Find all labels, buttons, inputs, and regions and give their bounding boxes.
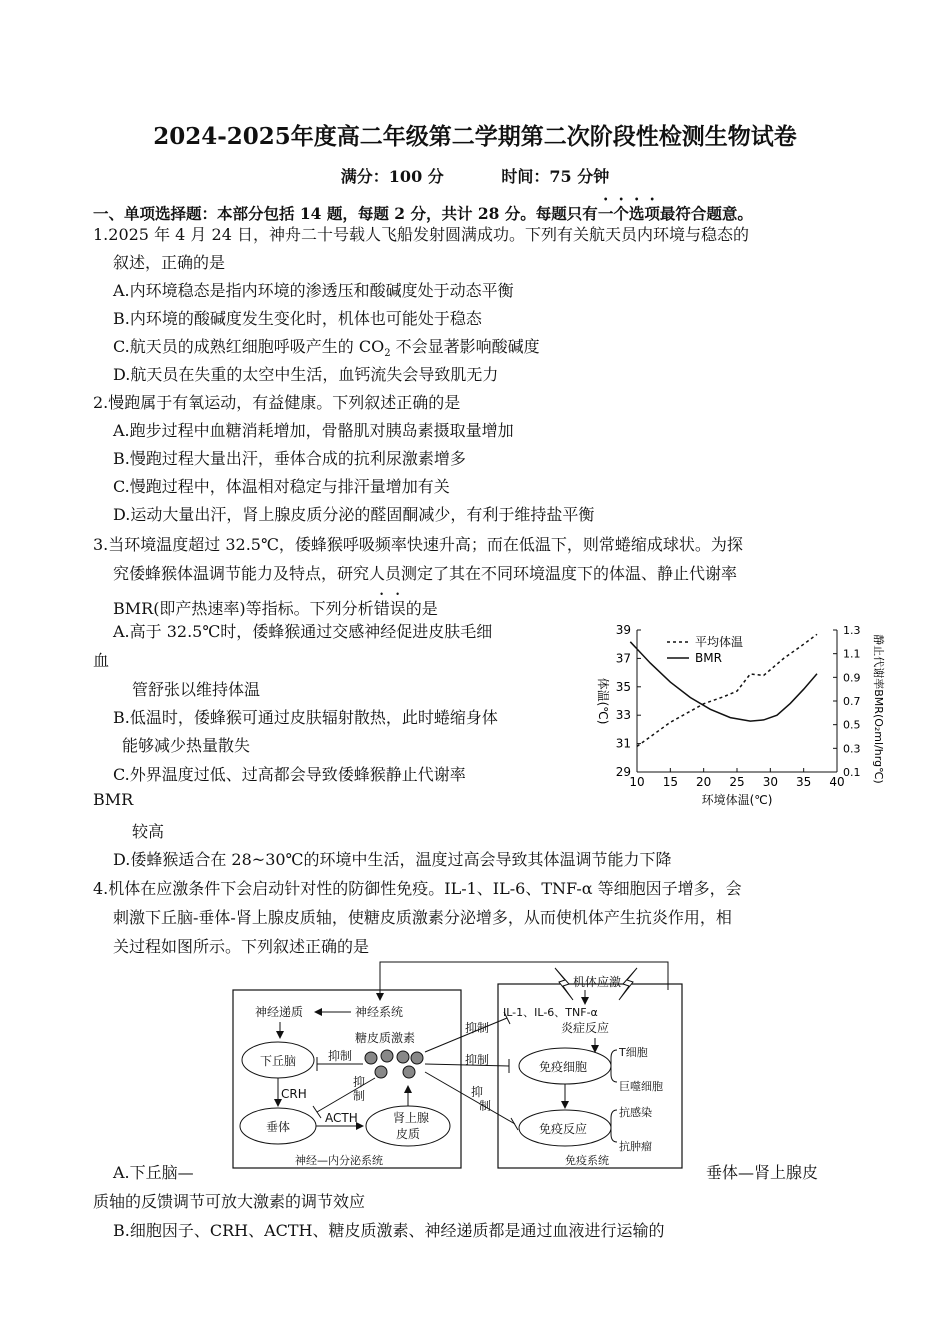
y-left-tick-label: 37 [615,651,631,666]
q4-stem-line3: 关过程如图所示。下列叙述正确的是 [113,937,370,956]
y-left-tick-label: 35 [615,679,631,694]
q4-stem-line2: 刺激下丘脑-垂体-肾上腺皮质轴，使糖皮质激素分泌增多，从而使机体产生抗炎作用，相 [113,908,732,927]
series-line-body-temp [637,634,817,746]
immune-cells-label: 免疫细胞 [539,1060,588,1074]
y-left-axis-label: 体温(℃) [596,677,610,725]
x-tick-label: 35 [796,775,812,789]
crh-label: CRH [281,1087,307,1101]
exam-meta [0,164,950,187]
full-score: 满分：100 分 [340,167,444,186]
legend-label: 平均体温 [695,635,744,649]
inhibit-v1-immune-response: 抑 [471,1085,484,1099]
q1-option-b: B.内环境的酸碱度发生变化时，机体也可能处于稳态 [113,309,482,328]
q2-option-a: A.跑步过程中血糖消耗增加，骨骼肌对胰岛素摄取量增加 [113,421,514,440]
x-tick-label: 40 [829,775,845,789]
q3-option-c-line3: 较高 [132,822,165,841]
q1-option-d: D.航天员在失重的太空中生活，血钙流失会导致肌无力 [113,365,499,384]
y-left-tick-label: 39 [615,623,631,637]
inhibit-v2-immune-response: 制 [479,1099,492,1113]
y-right-tick-label: 0.5 [843,718,861,732]
anti-tumor-label: 抗肿瘤 [619,1140,652,1153]
q1-option-c: C.航天员的成熟红细胞呼吸产生的 $CO_2$ 不会显著影响酸碱度 [113,337,540,360]
q2-option-d: D.运动大量出汗，肾上腺皮质分泌的醛固酮减少，有利于维持盐平衡 [113,505,595,524]
legend-label: BMR [695,651,722,665]
adrenal-label-2: 皮质 [396,1127,421,1141]
immune-system-label: 免疫系统 [565,1154,609,1167]
y-right-tick-label: 1.3 [843,624,861,637]
q2-option-c: C.慢跑过程中，体温相对稳定与排汗量增加有关 [113,477,450,496]
x-tick-label: 15 [662,775,678,789]
y-right-axis-label: 静止代谢率BMR(O₂ml/hrg℃) [872,634,885,784]
adrenal-label-1: 肾上腺 [393,1111,430,1125]
q4-option-a-line2: 质轴的反馈调节可放大激素的调节效应 [93,1192,366,1211]
q3-stem-line2: 究倭蜂猴体温调节能力及特点，研究人员测定了其在不同环境温度下的体温、静止代谢率 [113,564,738,583]
t-cell-label: T细胞 [619,1046,648,1059]
inhibit-v1-pituitary: 抑 [353,1075,366,1089]
neurotransmitter-label: 神经递质 [255,1005,304,1019]
exam-time: 时间：75 分钟 [501,167,610,186]
x-tick-label: 10 [629,775,645,789]
q4-option-a-right: 垂体—肾上腺皮 [706,1163,819,1182]
q3-option-d: D.倭蜂猴适合在 28~30℃的环境中生活，温度过高会导致其体温调节能力下降 [113,850,672,869]
q4-option-a-left: A.下丘脑— [113,1163,194,1182]
pituitary-label: 垂体 [266,1120,291,1134]
q3-option-c-line1: C.外界温度过低、过高都会导致倭蜂猴静止代谢率 [113,765,466,784]
x-tick-label: 25 [729,775,745,789]
y-left-tick-label: 29 [615,765,631,779]
y-right-tick-label: 0.9 [843,671,861,685]
q3-option-b-line1: B.低温时，倭蜂猴可通过皮肤辐射散热，此时蜷缩身体 [113,708,498,727]
q3-option-a-line2: 血 [93,651,110,670]
q1-stem-line2: 叙述，正确的是 [113,253,226,272]
q3-stem-line3: BMR(即产热速率)等指标。下列分析错误的是 [113,599,438,618]
cytokines-label: IL-1、IL-6、TNF-α [503,1006,598,1019]
x-axis-label: 环境体温(℃) [701,793,773,807]
y-right-tick-label: 1.1 [843,647,861,661]
x-tick-label: 20 [696,775,712,789]
inhibit-label-hypothalamus: 抑制 [328,1049,353,1063]
neuro-endocrine-label: 神经—内分泌系统 [295,1154,383,1167]
q3-stem-line1: 3.当环境温度超过 32.5℃，倭蜂猴呼吸频率快速升高；而在低温下，则常蜷缩成球状。为探 [93,535,743,554]
q3-option-a-line1: A.高于 32.5℃时，倭蜂猴通过交感神经促进皮肤毛细 [113,622,493,641]
inflammation-label: 炎症反应 [561,1021,610,1035]
y-right-tick-label: 0.3 [843,742,861,756]
x-tick-label: 30 [762,775,778,789]
hypothalamus-label: 下丘脑 [260,1054,297,1068]
section-heading: 一、单项选择题：本部分包括 14 题，每题 2 分，共计 28 分。每题只有一个选项最符合题意。 [93,204,753,223]
temperature-bmr-chart [585,612,895,812]
inhibit-label-immune-cells: 抑制 [465,1053,490,1067]
q3-option-a-line3: 管舒张以维持体温 [132,680,261,699]
immune-response-label: 免疫反应 [539,1122,588,1136]
inhibit-label-inflammation: 抑制 [465,1021,490,1035]
q2-option-b: B.慢跑过程大量出汗，垂体合成的抗利尿激素增多 [113,449,466,468]
macrophage-label: 巨噬细胞 [619,1080,663,1093]
stress-response-diagram [225,960,700,1172]
q2-stem: 2.慢跑属于有氧运动，有益健康。下列叙述正确的是 [93,393,461,412]
q1-option-a: A.内环境稳态是指内环境的渗透压和酸碱度处于动态平衡 [113,281,514,300]
anti-infection-label: 抗感染 [619,1106,652,1119]
q4-option-b: B.细胞因子、CRH、ACTH、糖皮质激素、神经递质都是通过血液进行运输的 [113,1221,665,1240]
glucocorticoid-label: 糖皮质激素 [355,1031,416,1045]
q3-option-b-line2: 能够减少热量散失 [122,736,251,755]
page-title: 2024-2025年度高二年级第二学期第二次阶段性检测生物试卷 [153,123,797,150]
q1-stem-line1: 1.2025 年 4 月 24 日，神舟二十号载人飞船发射圆满成功。下列有关航天员内环境与稳态的 [93,225,749,244]
q4-stem-line1: 4.机体在应激条件下会启动针对性的防御性免疫。IL-1、IL-6、TNF-α 等细胞因子增多，会 [93,879,742,898]
y-left-tick-label: 31 [615,736,631,751]
y-right-tick-label: 0.7 [843,695,861,708]
inhibit-v2-pituitary: 制 [353,1089,366,1103]
q3-option-c-line2: BMR [93,790,134,809]
y-left-tick-label: 33 [615,708,631,723]
y-right-tick-label: 0.1 [843,766,861,779]
nervous-system-label: 神经系统 [355,1005,404,1019]
acth-label: ACTH [325,1111,358,1125]
series-line-bmr [630,642,817,721]
stress-label: 机体应激 [573,975,622,989]
